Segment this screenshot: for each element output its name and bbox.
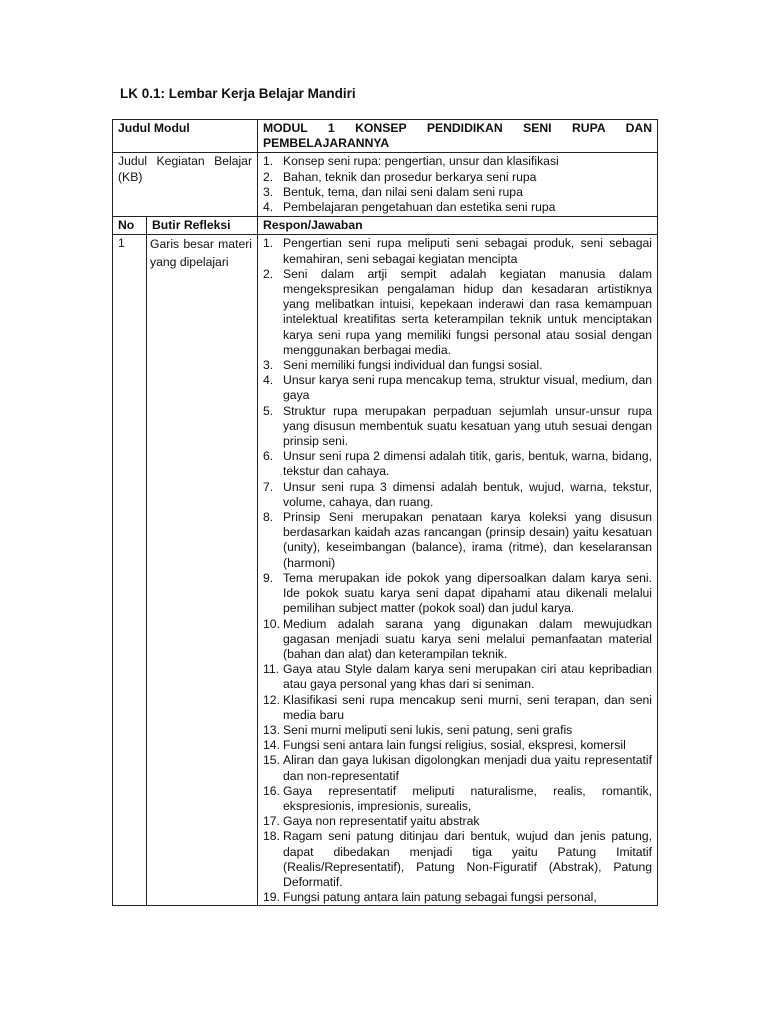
list-item-text: Unsur seni rupa 3 dimensi adalah bentuk, wujud, warna, tekstur, volume, cahaya, dan ruang. xyxy=(283,479,653,509)
kegiatan-item-number: 1. xyxy=(263,154,274,169)
list-item xyxy=(263,784,652,814)
list-item-number: 18. xyxy=(263,829,280,844)
list-item xyxy=(263,267,652,358)
list-item-text: Seni memiliki fungsi individual dan fungsi sosial. xyxy=(283,358,543,373)
list-item-text: Medium adalah sarana yang digunakan dalam mewujudkan gagasan menjadi suatu karya seni melalui pemanfaatan material (bahan dan alat) dan keterampilan teknik. xyxy=(283,616,653,661)
list-item-number: 5. xyxy=(263,403,274,418)
kegiatan-item xyxy=(263,170,652,185)
kegiatan-belajar-list xyxy=(263,154,652,215)
table-header-row xyxy=(113,217,658,235)
list-item xyxy=(263,829,652,890)
header-no: No xyxy=(113,217,147,235)
list-item-text: Fungsi patung antara lain patung sebagai fungsi personal, xyxy=(283,890,597,905)
list-item-text: Seni murni meliputi seni lukis, seni patung, seni grafis xyxy=(283,722,573,737)
judul-modul-label: Judul Modul xyxy=(113,120,258,153)
list-item xyxy=(263,373,652,403)
list-item-number: 1. xyxy=(263,236,274,251)
list-item-text: Prinsip Seni merupakan penataan karya koleksi yang disusun berdasarkan kaidah azas rancangan (prinsip desain) yaitu kesatuan (unity), keseimbangan (balance), irama (ritme), dan keselaransan (harmoni) xyxy=(283,510,653,570)
list-item-number: 2. xyxy=(263,266,274,281)
row-butir-refleksi: Garis besar materi yang dipelajari xyxy=(147,235,258,906)
list-item-number: 19. xyxy=(263,890,280,905)
worksheet-table xyxy=(112,119,658,906)
list-item-text: Unsur seni rupa 2 dimensi adalah titik, garis, bentuk, warna, bidang, tekstur dan cahaya. xyxy=(283,449,653,479)
list-item xyxy=(263,236,652,266)
list-item-number: 10. xyxy=(263,616,280,631)
list-item-text: Gaya atau Style dalam karya seni merupakan ciri atau kepribadian atau gaya personal yang khas dari si seniman. xyxy=(283,662,653,692)
list-item-number: 17. xyxy=(263,814,280,829)
list-item xyxy=(263,480,652,510)
table-row xyxy=(113,235,658,906)
judul-modul-value xyxy=(258,120,658,153)
list-item-text: Struktur rupa merupakan perpaduan sejumlah unsur-unsur rupa yang disusun membentuk suatu kesatuan yang utuh sesuai dengan prinsip seni. xyxy=(283,403,653,449)
list-item-number: 4. xyxy=(263,373,274,388)
kegiatan-item-number: 2. xyxy=(263,169,274,184)
list-item-text: Seni dalam artji sempit adalah kegiatan manusia dalam mengekspresikan pengalaman hidup dan kesadaran artistiknya yang melibatkan intuisi, kepekaan inderawi dan rasa kemampuan intelektual kreatifitas serta keterampilan teknik untuk menciptakan karya seni rupa yang memiliki fungsi personal atau sosial dengan menggunakan berbagai media. xyxy=(283,266,653,357)
list-item xyxy=(263,662,652,692)
list-item xyxy=(263,753,652,783)
kegiatan-belajar-row xyxy=(113,153,658,217)
row-respon-cell xyxy=(258,235,658,906)
header-respon-jawaban: Respon/Jawaban xyxy=(258,217,658,235)
list-item xyxy=(263,693,652,723)
list-item xyxy=(263,358,652,373)
list-item-text: Aliran dan gaya lukisan digolongkan menjadi dua yaitu representatif dan non-representatif xyxy=(283,753,653,783)
list-item-number: 14. xyxy=(263,738,280,753)
kegiatan-item-number: 3. xyxy=(263,184,274,199)
page-title: LK 0.1: Lembar Kerja Belajar Mandiri xyxy=(120,86,356,101)
judul-modul-value-line2: PEMBELAJARANNYA xyxy=(263,136,390,151)
list-item-text: Gaya representatif meliputi naturalisme, realis, romantik, ekspresionis, impresionis, surealis, xyxy=(283,783,653,813)
list-item-number: 12. xyxy=(263,692,280,707)
list-item-number: 9. xyxy=(263,570,274,585)
kegiatan-belajar-label: Judul Kegiatan Belajar (KB) xyxy=(113,153,258,217)
kegiatan-item xyxy=(263,185,652,200)
list-item-number: 11. xyxy=(263,662,280,677)
list-item-number: 15. xyxy=(263,753,280,768)
list-item xyxy=(263,510,652,571)
judul-modul-value-line1: MODUL 1 KONSEP PENDIDIKAN SENI RUPA DAN xyxy=(263,121,653,135)
list-item-number: 13. xyxy=(263,722,280,737)
kegiatan-item xyxy=(263,154,652,169)
kegiatan-item-number: 4. xyxy=(263,200,274,215)
kegiatan-item-text: Bentuk, tema, dan nilai seni dalam seni rupa xyxy=(283,184,523,199)
list-item-text: Gaya non representatif yaitu abstrak xyxy=(283,814,480,829)
respon-list xyxy=(263,236,652,905)
row-number: 1 xyxy=(113,235,147,906)
list-item-text: Tema merupakan ide pokok yang dipersoalkan dalam karya seni. Ide pokok suatu karya seni dapat dipahami atau dikenali melalui pemilihan subject matter (pokok soal) dan judul karya. xyxy=(283,570,653,616)
list-item xyxy=(263,723,652,738)
list-item-number: 8. xyxy=(263,510,274,525)
list-item xyxy=(263,404,652,450)
header-butir-refleksi: Butir Refleksi xyxy=(147,217,258,235)
list-item-text: Ragam seni patung ditinjau dari bentuk, wujud dan jenis patung, dapat dibedakan menjadi tiga yaitu Patung Imitatif (Realis/Representatif), Patung Non-Figuratif (Abstrak), Patung Deformatif. xyxy=(283,829,653,889)
list-item-number: 16. xyxy=(263,783,280,798)
list-item xyxy=(263,890,652,905)
list-item-text: Unsur karya seni rupa mencakup tema, struktur visual, medium, dan gaya xyxy=(283,373,653,403)
list-item-number: 7. xyxy=(263,479,274,494)
list-item-number: 3. xyxy=(263,358,274,373)
kegiatan-item xyxy=(263,200,652,215)
list-item-text: Klasifikasi seni rupa mencakup seni murni, seni terapan, dan seni media baru xyxy=(283,692,653,722)
list-item xyxy=(263,738,652,753)
list-item xyxy=(263,617,652,663)
list-item-number: 6. xyxy=(263,449,274,464)
judul-modul-row xyxy=(113,120,658,153)
list-item xyxy=(263,814,652,829)
kegiatan-item-text: Pembelajaran pengetahuan dan estetika seni rupa xyxy=(283,200,556,215)
kegiatan-belajar-list-cell xyxy=(258,153,658,217)
list-item-text: Pengertian seni rupa meliputi seni sebagai produk, seni sebagai kemahiran, seni sebagai kegiatan mencipta xyxy=(283,236,653,266)
kegiatan-item-text: Konsep seni rupa: pengertian, unsur dan klasifikasi xyxy=(283,154,559,169)
list-item-text: Fungsi seni antara lain fungsi religius, sosial, ekspresi, komersil xyxy=(283,738,626,753)
kegiatan-item-text: Bahan, teknik dan prosedur berkarya seni rupa xyxy=(283,169,537,184)
list-item xyxy=(263,571,652,617)
list-item xyxy=(263,449,652,479)
